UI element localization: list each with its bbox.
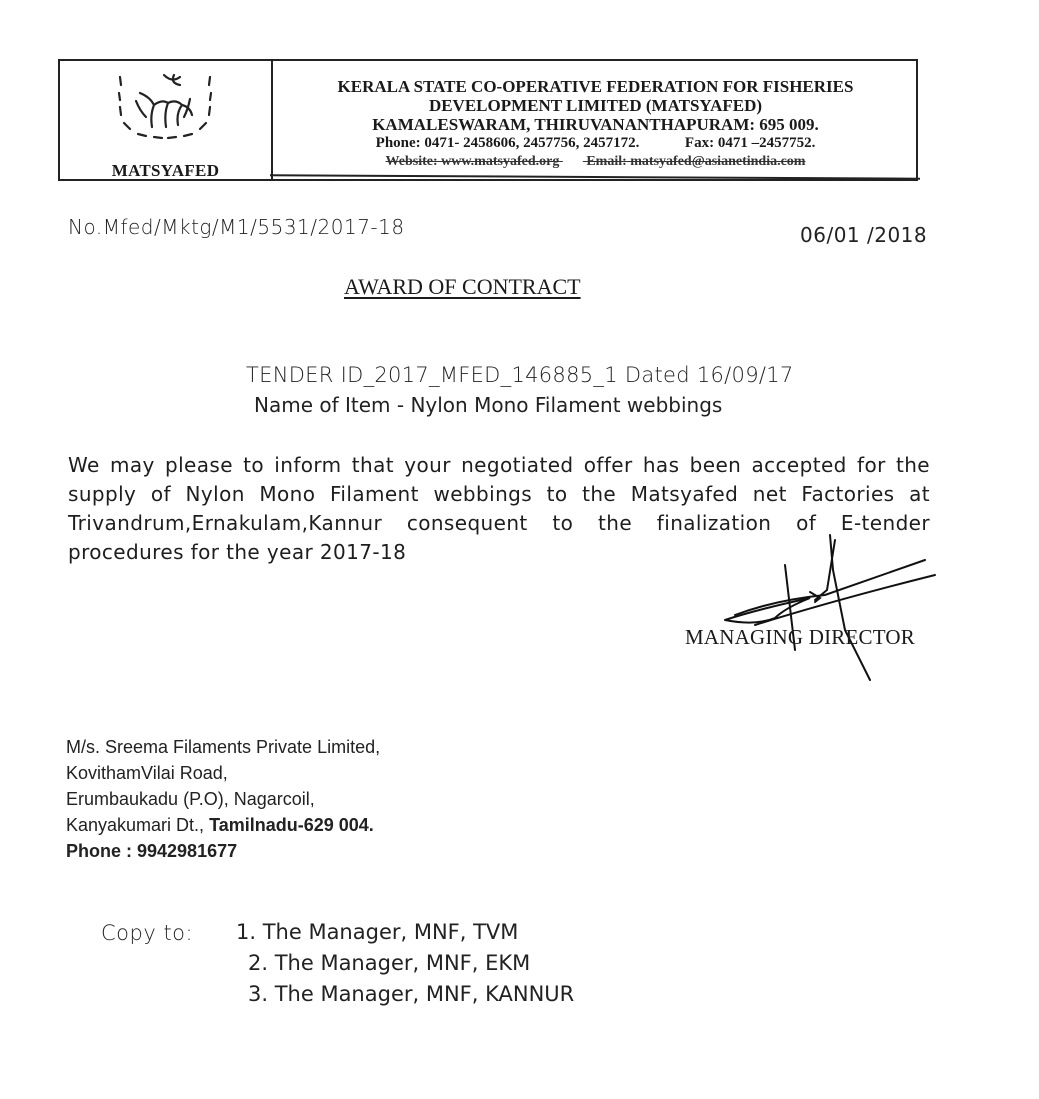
copy-item: 2. The Manager, MNF, EKM (248, 951, 531, 975)
address-district: Kanyakumari Dt., (66, 815, 210, 835)
tender-id: TENDER ID_2017_MFED_146885_1 Dated 16/09/17 (246, 363, 794, 387)
matsyafed-logo-icon (110, 69, 220, 151)
letterhead (58, 59, 918, 181)
address-line: M/s. Sreema Filaments Private Limited, (66, 737, 381, 757)
logo-cell (60, 61, 273, 179)
org-phone: Phone: 0471- 2458606, 2457756, 2457172. (375, 135, 640, 151)
signatory-title: MANAGING DIRECTOR (685, 625, 915, 649)
org-address: KAMALESWARAM, THIRUVANANTHAPURAM: 695 009. (372, 115, 819, 134)
reference-number: No.Mfed/Mktg/M1/5531/2017-18 (68, 215, 405, 239)
address-line (66, 812, 380, 838)
item-name: Name of Item - Nylon Mono Filament webbings (254, 393, 723, 417)
copy-item: 3. The Manager, MNF, KANNUR (248, 982, 575, 1006)
copy-to-list (236, 917, 574, 1010)
org-contact-line (273, 134, 918, 153)
organization-details (273, 77, 918, 170)
org-name-line1: KERALA STATE CO-OPERATIVE FEDERATION FOR FISHERIES (337, 77, 854, 96)
logo-name: MATSYAFED (111, 161, 220, 180)
letter-body: We may please to inform that your negotiated offer has been accepted for the supply of Nylon Mono Filament webbings to the Matsyafed net Factories at Trivandrum,Ernakulam,Kannur consequent to the finalization of E-tender procedures for the year 2017-18 (68, 453, 930, 564)
org-fax: Fax: 0471 –2457752. (684, 135, 816, 151)
page-title: AWARD OF CONTRACT (344, 274, 581, 299)
org-name-line2: DEVELOPMENT LIMITED (MATSYAFED) (428, 96, 763, 115)
org-web-line (273, 153, 918, 170)
address-line: KovithamVilai Road, (66, 763, 228, 783)
copy-item: 1. The Manager, MNF, TVM (236, 920, 519, 944)
org-email: Email: matsyafed@asianetindia.com (586, 154, 806, 169)
org-website: Website: www.matsyafed.org (385, 154, 560, 169)
letter-date: 06/01 /2018 (800, 223, 928, 247)
signature-icon (715, 530, 945, 690)
addressee-block (66, 734, 380, 864)
copy-to-label: Copy to: (101, 921, 194, 945)
address-phone: Phone : 9942981677 (66, 841, 238, 861)
address-state-pin: Tamilnadu-629 004. (209, 815, 374, 835)
address-line: Erumbaukadu (P.O), Nagarcoil, (66, 789, 315, 809)
